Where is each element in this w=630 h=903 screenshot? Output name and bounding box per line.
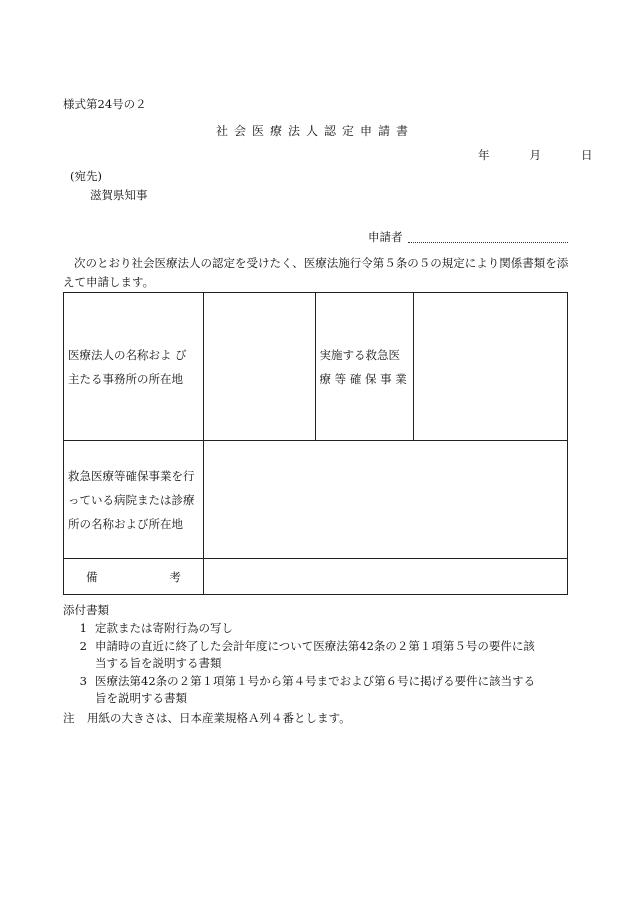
list-item: 3 医療法第42条の２第１項第１号から第４号までおよび第６号に掲げる要件に該当する 旨を説明する書類 <box>79 673 536 705</box>
date-year: 年 <box>478 148 490 162</box>
date-month: 月 <box>529 148 541 162</box>
corporation-name-label: 医療法人の名称およ び 主たる事務所の所在地 <box>64 293 204 441</box>
emergency-project-field[interactable] <box>414 293 568 441</box>
recipient-name: 滋賀県知事 <box>90 188 148 202</box>
hospital-name-field[interactable] <box>203 441 567 559</box>
note-text: 用紙の大きさは、日本産業規格Ａ列４番とします。 <box>87 711 351 725</box>
corporation-name-field[interactable] <box>203 293 315 441</box>
note-label: 注 <box>63 711 75 725</box>
application-table <box>63 292 568 595</box>
document-title: 社会医療法人認定申請書 <box>215 124 414 138</box>
hospital-name-label: 救急医療等確保事業を行 っている病院または診療 所の名称および所在地 <box>64 441 204 559</box>
date-line <box>478 147 593 163</box>
applicant-label: 申請者 <box>368 230 403 244</box>
list-item: 2 申請時の直近に終了した会計年度について医療法第42条の２第１項第５号の要件に該 当する旨を説明する書類 <box>79 638 535 670</box>
note <box>63 710 351 726</box>
attachments-heading: 添付書類 <box>63 603 109 617</box>
form-number: 様式第24号の２ <box>63 97 147 111</box>
list-item: 1 定款または寄附行為の写し <box>79 621 233 635</box>
emergency-project-label: 実施する救急医 療 等 確 保 事 業 <box>315 293 414 441</box>
remarks-label: 備 考 <box>64 559 204 595</box>
remarks-field[interactable] <box>203 559 567 595</box>
recipient-label: (宛先) <box>70 169 102 183</box>
date-day: 日 <box>581 148 593 162</box>
intro-text: 次のとおり社会医療法人の認定を受けたく、医療法施行令第５条の５の規定により関係書類を添えて申請します。 <box>63 256 569 289</box>
attachments-list <box>63 620 573 708</box>
applicant-signature-line[interactable] <box>408 242 568 243</box>
table-row <box>64 293 568 441</box>
table-row <box>64 559 568 595</box>
table-row <box>64 441 568 559</box>
